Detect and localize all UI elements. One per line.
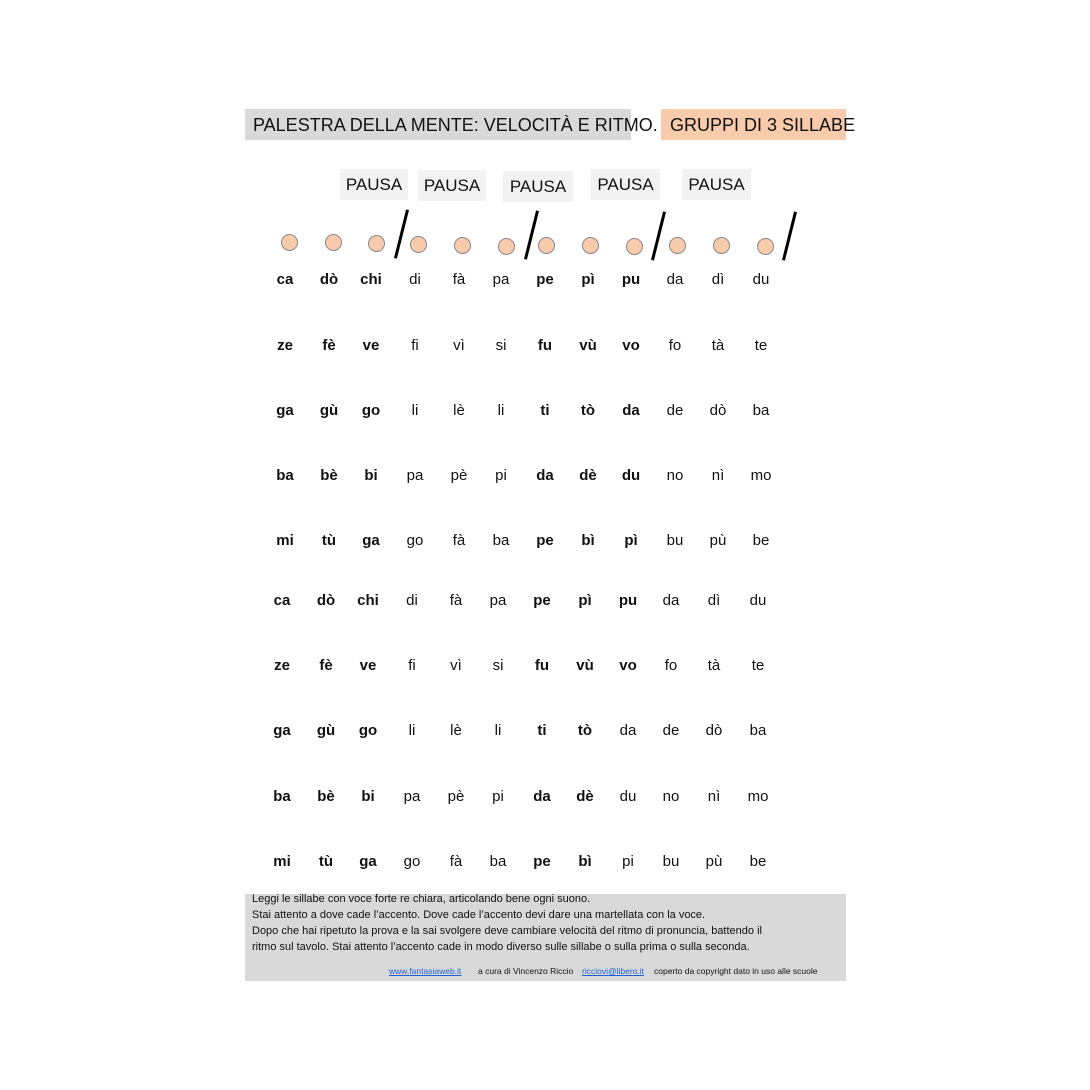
syllable: vo: [619, 657, 637, 674]
pause-label-3: PAUSA: [503, 171, 573, 202]
syllable: da: [622, 402, 640, 419]
syllable: tà: [711, 337, 725, 354]
syllable: ba: [492, 532, 510, 549]
syllable: pe: [536, 532, 554, 549]
syllable: de: [662, 722, 680, 739]
syllable: go: [403, 853, 421, 870]
syllable: go: [406, 532, 424, 549]
syllable: mi: [273, 853, 291, 870]
syllable: li: [497, 402, 505, 419]
syllable: bi: [364, 467, 378, 484]
rhythm-dot: [325, 234, 342, 251]
syllable: fè: [322, 337, 336, 354]
syllable: pa: [492, 271, 510, 288]
syllable: pè: [450, 467, 468, 484]
syllable: fà: [452, 271, 466, 288]
syllable: vù: [579, 337, 597, 354]
syllable: bì: [578, 853, 592, 870]
syllable: go: [358, 722, 378, 739]
syllable: ba: [749, 722, 767, 739]
instruction-line: Dopo che hai ripetuto la prova e la sai svolgere deve cambiare velocità del ritmo di pronuncia, battendo il: [252, 925, 762, 937]
syllable: nì: [711, 467, 725, 484]
syllable: no: [662, 788, 680, 805]
site-link[interactable]: www.fantasiaweb.it: [389, 966, 462, 976]
syllable: pu: [618, 592, 638, 609]
syllable: di: [406, 592, 418, 609]
syllable: tò: [580, 402, 596, 419]
instruction-line: Leggi le sillabe con voce forte re chiara, articolando bene ogni suono.: [252, 893, 591, 905]
syllable: mo: [750, 467, 772, 484]
rhythm-dot: [669, 237, 686, 254]
syllable: du: [752, 271, 770, 288]
syllable: fà: [449, 592, 463, 609]
rhythm-dot: [410, 236, 427, 253]
syllable: du: [749, 592, 767, 609]
syllable: nì: [707, 788, 721, 805]
syllable: vì: [450, 657, 462, 674]
syllable: mo: [747, 788, 769, 805]
syllable: bè: [317, 788, 335, 805]
syllable: si: [492, 657, 504, 674]
syllable: da: [533, 788, 551, 805]
syllable: pì: [581, 271, 595, 288]
group-label: GRUPPI DI 3 SILLABE: [670, 115, 856, 135]
syllable: pu: [621, 271, 641, 288]
pause-label-2: PAUSA: [418, 170, 486, 201]
syllable: mi: [276, 532, 294, 549]
syllable: pi: [492, 788, 504, 805]
syllable: tò: [577, 722, 593, 739]
rhythm-dot: [454, 237, 471, 254]
syllable: du: [621, 467, 641, 484]
syllable: te: [751, 657, 765, 674]
syllable: ve: [359, 657, 377, 674]
syllable: bè: [320, 467, 338, 484]
syllable: pù: [705, 853, 723, 870]
syllable: vo: [622, 337, 640, 354]
rhythm-dot: [757, 238, 774, 255]
syllable: gù: [316, 722, 336, 739]
syllable: fo: [664, 657, 678, 674]
pause-slash: [651, 211, 666, 260]
syllable: da: [662, 592, 680, 609]
syllable: pa: [489, 592, 507, 609]
syllable: pè: [447, 788, 465, 805]
syllable: dò: [709, 402, 727, 419]
rhythm-dot: [538, 237, 555, 254]
syllable: di: [409, 271, 421, 288]
syllable: ve: [362, 337, 380, 354]
syllable: be: [749, 853, 767, 870]
syllable: lè: [450, 722, 462, 739]
syllable: ti: [540, 402, 550, 419]
pause-slash: [524, 210, 539, 259]
syllable: fi: [408, 657, 416, 674]
instruction-line: ritmo sul tavolo. Stai attento l’accento cade in modo diverso sulle sillabe o sulla prima o sulla seconda.: [252, 941, 750, 953]
page-title: PALESTRA DELLA MENTE: VELOCITÀ E RITMO.: [253, 115, 658, 135]
pause-label-5: PAUSA: [682, 169, 751, 200]
rhythm-dot: [368, 235, 385, 252]
syllable: li: [411, 402, 419, 419]
syllable: de: [666, 402, 684, 419]
rhythm-dot: [582, 237, 599, 254]
syllable: li: [494, 722, 502, 739]
pause-label-4: PAUSA: [591, 169, 660, 200]
syllable: fu: [534, 657, 550, 674]
rhythm-dot: [713, 237, 730, 254]
syllable: ga: [362, 532, 380, 549]
syllable: ti: [537, 722, 547, 739]
syllable: ga: [276, 402, 294, 419]
syllable: tà: [707, 657, 721, 674]
syllable: pù: [709, 532, 727, 549]
syllable: pì: [578, 592, 592, 609]
syllable: ba: [752, 402, 770, 419]
instruction-line: Stai attento a dove cade l’accento. Dove cade l’accento devi dare una martellata con la voce.: [252, 909, 706, 921]
syllable: gù: [319, 402, 339, 419]
author-credit: a cura di Vincenzo Riccio: [478, 966, 574, 976]
syllable: bi: [361, 788, 375, 805]
syllable: si: [495, 337, 507, 354]
syllable: tù: [321, 532, 337, 549]
syllable: pa: [406, 467, 424, 484]
syllable: pì: [624, 532, 638, 549]
syllable: li: [408, 722, 416, 739]
pause-slash: [782, 211, 797, 260]
syllable: chi: [357, 592, 379, 609]
syllable: pi: [622, 853, 634, 870]
syllable: dò: [316, 592, 336, 609]
syllable: ba: [276, 467, 294, 484]
syllable: pa: [403, 788, 421, 805]
syllable: be: [752, 532, 770, 549]
syllable: fà: [449, 853, 463, 870]
syllable: dì: [707, 592, 721, 609]
syllable: chi: [360, 271, 382, 288]
syllable: pe: [536, 271, 554, 288]
syllable: dò: [705, 722, 723, 739]
rhythm-dot: [281, 234, 298, 251]
syllable: pe: [533, 853, 551, 870]
syllable: fà: [452, 532, 466, 549]
rhythm-dot: [626, 238, 643, 255]
syllable: bu: [662, 853, 680, 870]
syllable: ba: [489, 853, 507, 870]
syllable: fo: [668, 337, 682, 354]
syllable: ga: [359, 853, 377, 870]
pause-label-1: PAUSA: [340, 169, 408, 200]
syllable: ba: [273, 788, 291, 805]
syllable: da: [619, 722, 637, 739]
syllable: fè: [319, 657, 333, 674]
copyright-note: coperto da copyright dato in uso alle scuole: [654, 966, 818, 976]
syllable: vì: [453, 337, 465, 354]
syllable: fu: [537, 337, 553, 354]
syllable: ga: [273, 722, 291, 739]
rhythm-dot: [498, 238, 515, 255]
email-link[interactable]: ricciovi@libero.it: [582, 966, 645, 976]
syllable: bu: [666, 532, 684, 549]
pause-slash: [394, 209, 409, 258]
syllable: ca: [276, 271, 294, 288]
syllable: du: [619, 788, 637, 805]
syllable: ca: [273, 592, 291, 609]
syllable: pe: [533, 592, 551, 609]
syllable: da: [536, 467, 554, 484]
syllable: bì: [581, 532, 595, 549]
syllable: lè: [453, 402, 465, 419]
syllable: dè: [579, 467, 597, 484]
syllable: dè: [576, 788, 594, 805]
syllable: ze: [274, 657, 290, 674]
syllable: dì: [711, 271, 725, 288]
syllable: tù: [318, 853, 334, 870]
syllable: pi: [495, 467, 507, 484]
syllable: te: [754, 337, 768, 354]
syllable: go: [361, 402, 381, 419]
syllable: no: [666, 467, 684, 484]
syllable: fi: [411, 337, 419, 354]
syllable: da: [666, 271, 684, 288]
syllable: vù: [576, 657, 594, 674]
syllable: ze: [277, 337, 293, 354]
syllable: dò: [319, 271, 339, 288]
